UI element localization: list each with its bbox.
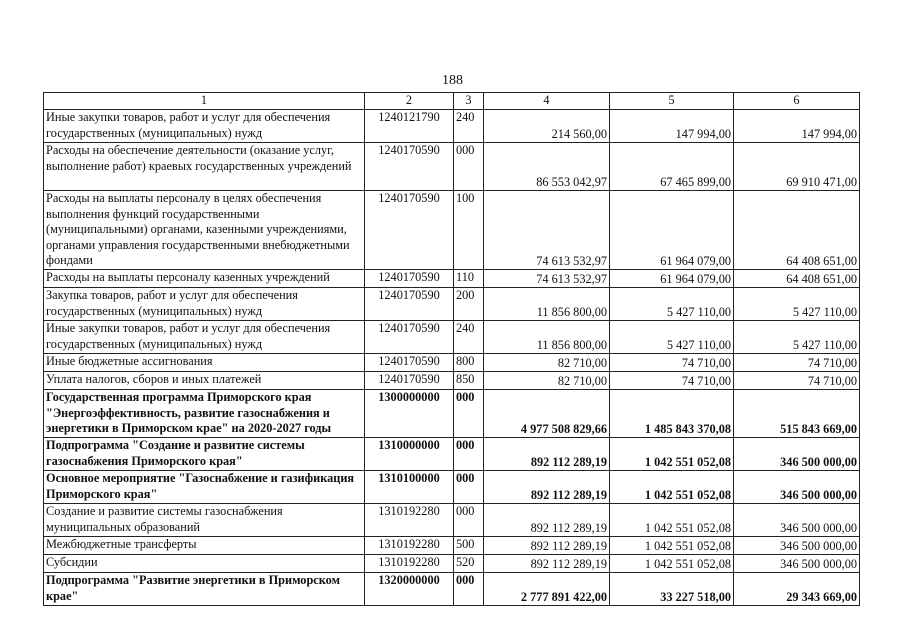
- row-name-cell: Уплата налогов, сборов и иных платежей: [44, 372, 365, 390]
- row-amount-col5-cell: 1 042 551 052,08: [610, 438, 734, 471]
- row-code-cell: 1240170590: [365, 354, 454, 372]
- header-cell-2: 2: [365, 93, 454, 110]
- table-row: [44, 354, 860, 372]
- row-name-cell: Расходы на выплаты персоналу в целях обеспечения выполнения функций государственными (муниципальными) органами, казенными учреждениями, органами управления государственными внебюджетными фондами: [44, 191, 365, 270]
- row-amount-col5-cell: 74 710,00: [610, 372, 734, 390]
- row-expense-type-cell: 200: [454, 288, 484, 321]
- row-expense-type-cell: 000: [454, 438, 484, 471]
- row-code-cell: 1300000000: [365, 390, 454, 438]
- row-expense-type-cell: 000: [454, 471, 484, 504]
- header-cell-3: 3: [454, 93, 484, 110]
- row-amount-col4-cell: 74 613 532,97: [484, 191, 610, 270]
- table-row: [44, 573, 860, 606]
- row-expense-type-cell: 240: [454, 321, 484, 354]
- table-row: [44, 471, 860, 504]
- row-amount-col5-cell: 61 964 079,00: [610, 270, 734, 288]
- row-amount-col6-cell: 346 500 000,00: [734, 438, 860, 471]
- header-cell-6: 6: [734, 93, 860, 110]
- table-row: [44, 191, 860, 270]
- row-amount-col6-cell: 346 500 000,00: [734, 537, 860, 555]
- row-expense-type-cell: 800: [454, 354, 484, 372]
- row-expense-type-cell: 850: [454, 372, 484, 390]
- row-amount-col5-cell: 67 465 899,00: [610, 143, 734, 191]
- row-code-cell: 1310192280: [365, 504, 454, 537]
- row-name-cell: Иные закупки товаров, работ и услуг для обеспечения государственных (муниципальных) нужд: [44, 321, 365, 354]
- row-expense-type-cell: 000: [454, 504, 484, 537]
- row-amount-col6-cell: 69 910 471,00: [734, 143, 860, 191]
- row-code-cell: 1240170590: [365, 143, 454, 191]
- table-row: [44, 270, 860, 288]
- row-amount-col5-cell: 5 427 110,00: [610, 288, 734, 321]
- row-amount-col6-cell: 74 710,00: [734, 372, 860, 390]
- row-amount-col5-cell: 5 427 110,00: [610, 321, 734, 354]
- row-amount-col4-cell: 4 977 508 829,66: [484, 390, 610, 438]
- row-code-cell: 1310000000: [365, 438, 454, 471]
- row-amount-col4-cell: 86 553 042,97: [484, 143, 610, 191]
- row-amount-col6-cell: 147 994,00: [734, 110, 860, 143]
- row-amount-col5-cell: 61 964 079,00: [610, 191, 734, 270]
- row-name-cell: Субсидии: [44, 555, 365, 573]
- row-code-cell: 1240170590: [365, 288, 454, 321]
- table-row: [44, 555, 860, 573]
- header-cell-1: 1: [44, 93, 365, 110]
- header-cell-4: 4: [484, 93, 610, 110]
- table-row: [44, 438, 860, 471]
- table-row: [44, 372, 860, 390]
- row-name-cell: Создание и развитие системы газоснабжения муниципальных образований: [44, 504, 365, 537]
- row-amount-col4-cell: 892 112 289,19: [484, 537, 610, 555]
- row-name-cell: Иные закупки товаров, работ и услуг для обеспечения государственных (муниципальных) нужд: [44, 110, 365, 143]
- row-amount-col4-cell: 892 112 289,19: [484, 555, 610, 573]
- table-row: [44, 504, 860, 537]
- row-amount-col4-cell: 892 112 289,19: [484, 438, 610, 471]
- row-name-cell: Расходы на обеспечение деятельности (оказание услуг, выполнение работ) краевых государственных учреждений: [44, 143, 365, 191]
- row-expense-type-cell: 240: [454, 110, 484, 143]
- row-amount-col5-cell: 74 710,00: [610, 354, 734, 372]
- row-expense-type-cell: 110: [454, 270, 484, 288]
- table-row: [44, 110, 860, 143]
- row-amount-col4-cell: 74 613 532,97: [484, 270, 610, 288]
- row-amount-col4-cell: 214 560,00: [484, 110, 610, 143]
- row-amount-col4-cell: 11 856 800,00: [484, 288, 610, 321]
- table-row: [44, 321, 860, 354]
- row-amount-col5-cell: 1 042 551 052,08: [610, 471, 734, 504]
- row-amount-col5-cell: 147 994,00: [610, 110, 734, 143]
- row-amount-col6-cell: 346 500 000,00: [734, 471, 860, 504]
- row-code-cell: 1240170590: [365, 270, 454, 288]
- row-amount-col5-cell: 1 042 551 052,08: [610, 537, 734, 555]
- row-amount-col5-cell: 33 227 518,00: [610, 573, 734, 606]
- row-amount-col4-cell: 2 777 891 422,00: [484, 573, 610, 606]
- budget-table-body: [44, 93, 860, 606]
- row-expense-type-cell: 520: [454, 555, 484, 573]
- row-amount-col6-cell: 346 500 000,00: [734, 555, 860, 573]
- row-amount-col6-cell: 74 710,00: [734, 354, 860, 372]
- row-amount-col4-cell: 82 710,00: [484, 372, 610, 390]
- row-name-cell: Иные бюджетные ассигнования: [44, 354, 365, 372]
- row-amount-col4-cell: 892 112 289,19: [484, 471, 610, 504]
- row-amount-col5-cell: 1 042 551 052,08: [610, 504, 734, 537]
- row-name-cell: Подпрограмма "Создание и развитие системы газоснабжения Приморского края": [44, 438, 365, 471]
- row-amount-col6-cell: 5 427 110,00: [734, 321, 860, 354]
- row-amount-col4-cell: 11 856 800,00: [484, 321, 610, 354]
- row-amount-col5-cell: 1 485 843 370,08: [610, 390, 734, 438]
- header-cell-5: 5: [610, 93, 734, 110]
- row-code-cell: 1240170590: [365, 321, 454, 354]
- row-amount-col6-cell: 29 343 669,00: [734, 573, 860, 606]
- row-code-cell: 1320000000: [365, 573, 454, 606]
- row-expense-type-cell: 100: [454, 191, 484, 270]
- row-expense-type-cell: 000: [454, 143, 484, 191]
- row-code-cell: 1240170590: [365, 191, 454, 270]
- row-expense-type-cell: 000: [454, 390, 484, 438]
- row-amount-col6-cell: 515 843 669,00: [734, 390, 860, 438]
- budget-table: [43, 92, 860, 606]
- row-name-cell: Государственная программа Приморского края "Энергоэффективность, развитие газоснабжения и энергетики в Приморском крае" на 2020-2027 годы: [44, 390, 365, 438]
- row-name-cell: Основное мероприятие "Газоснабжение и газификация Приморского края": [44, 471, 365, 504]
- table-row: [44, 288, 860, 321]
- table-row: [44, 537, 860, 555]
- row-code-cell: 1240170590: [365, 372, 454, 390]
- row-code-cell: 1310192280: [365, 537, 454, 555]
- table-row: [44, 143, 860, 191]
- row-expense-type-cell: 500: [454, 537, 484, 555]
- header-row: [44, 93, 860, 110]
- row-amount-col6-cell: 5 427 110,00: [734, 288, 860, 321]
- row-name-cell: Расходы на выплаты персоналу казенных учреждений: [44, 270, 365, 288]
- row-amount-col6-cell: 64 408 651,00: [734, 191, 860, 270]
- row-code-cell: 1310100000: [365, 471, 454, 504]
- row-name-cell: Подпрограмма "Развитие энергетики в Приморском крае": [44, 573, 365, 606]
- row-amount-col5-cell: 1 042 551 052,08: [610, 555, 734, 573]
- row-code-cell: 1310192280: [365, 555, 454, 573]
- row-code-cell: 1240121790: [365, 110, 454, 143]
- row-expense-type-cell: 000: [454, 573, 484, 606]
- row-name-cell: Закупка товаров, работ и услуг для обеспечения государственных (муниципальных) нужд: [44, 288, 365, 321]
- row-amount-col6-cell: 64 408 651,00: [734, 270, 860, 288]
- row-amount-col6-cell: 346 500 000,00: [734, 504, 860, 537]
- row-amount-col4-cell: 82 710,00: [484, 354, 610, 372]
- row-name-cell: Межбюджетные трансферты: [44, 537, 365, 555]
- page-number: 188: [442, 73, 463, 88]
- row-amount-col4-cell: 892 112 289,19: [484, 504, 610, 537]
- table-row: [44, 390, 860, 438]
